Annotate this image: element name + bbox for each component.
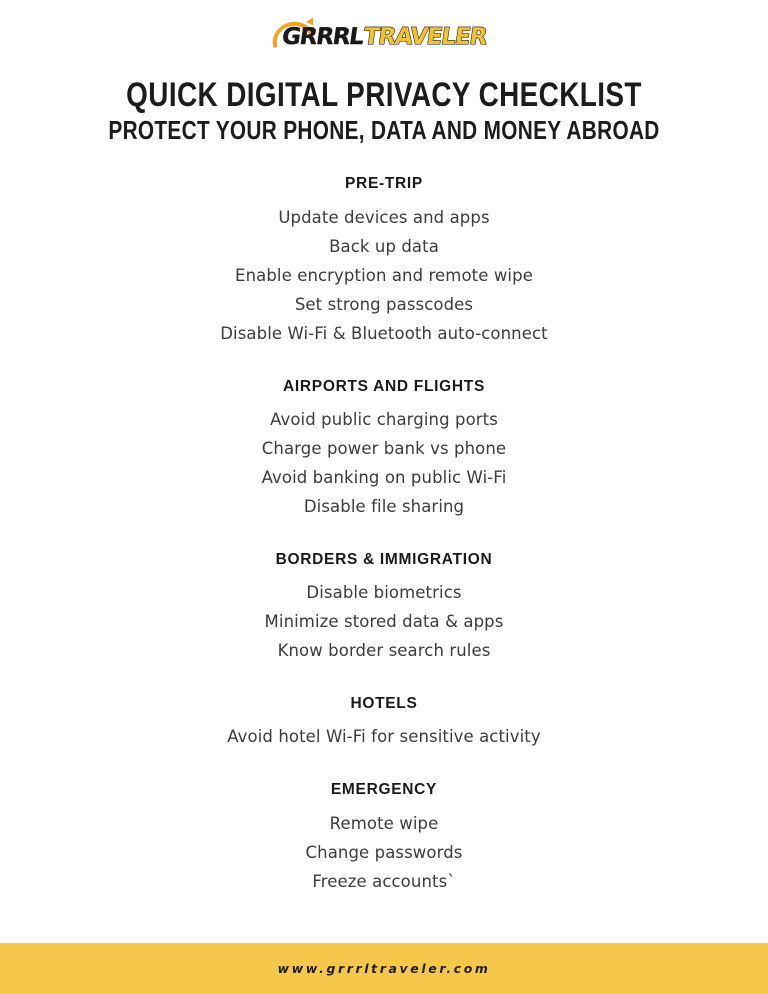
section-heading: EMERGENCY: [330, 781, 438, 799]
checklist-item: Back up data: [329, 236, 439, 256]
section-heading: AIRPORTS AND FLIGHTS: [282, 377, 485, 395]
checklist-item: Change passwords: [305, 842, 463, 862]
checklist-item: Disable file sharing: [303, 496, 465, 516]
checklist-section-hotels: [0, 692, 768, 751]
section-item-list: [0, 203, 768, 348]
checklist-item: Avoid banking on public Wi-Fi: [261, 467, 507, 487]
logo-text-grrrl: GRRRL: [280, 24, 365, 50]
checklist-item: Avoid hotel Wi-Fi for sensitive activity: [227, 727, 541, 747]
section-item-list: [0, 405, 768, 521]
section-item-list: [0, 722, 768, 751]
checklist-item: Update devices and apps: [278, 207, 490, 227]
section-item-list: [0, 578, 768, 665]
checklist-item: Know border search rules: [277, 641, 491, 661]
page-subtitle: PROTECT YOUR PHONE, DATA AND MONEY ABROAD: [108, 115, 660, 145]
checklist-item: Remote wipe: [329, 813, 439, 833]
title-block: [0, 78, 768, 144]
footer-bar: [0, 943, 768, 994]
checklist-section-pre-trip: [0, 172, 768, 347]
section-heading: HOTELS: [350, 695, 418, 713]
section-heading: BORDERS & IMMIGRATION: [275, 550, 493, 568]
checklist-item: Disable biometrics: [306, 583, 462, 603]
checklist-section-emergency: [0, 778, 768, 895]
checklist-item: Disable Wi-Fi & Bluetooth auto-connect: [220, 323, 548, 343]
checklist-item: Minimize stored data & apps: [264, 612, 504, 632]
logo-text-traveler: TRAVELER: [361, 24, 488, 50]
checklist-content: [0, 144, 768, 994]
checklist-section-airports-and-flights: [0, 375, 768, 521]
checklist-section-borders-and-immigration: [0, 548, 768, 665]
checklist-item: Freeze accounts`: [312, 871, 456, 891]
checklist-item: Avoid public charging ports: [270, 409, 498, 429]
page-title: QUICK DIGITAL PRIVACY CHECKLIST: [126, 76, 642, 114]
section-item-list: [0, 809, 768, 896]
checklist-item: Set strong passcodes: [294, 294, 474, 314]
section-heading: PRE-TRIP: [345, 175, 423, 193]
footer-website-url[interactable]: www.grrrltraveler.com: [277, 961, 491, 976]
checklist-item: Charge power bank vs phone: [261, 438, 507, 458]
brand-logo: [0, 0, 768, 60]
checklist-item: Enable encryption and remote wipe: [235, 265, 533, 285]
logo-lockup: [280, 26, 487, 49]
